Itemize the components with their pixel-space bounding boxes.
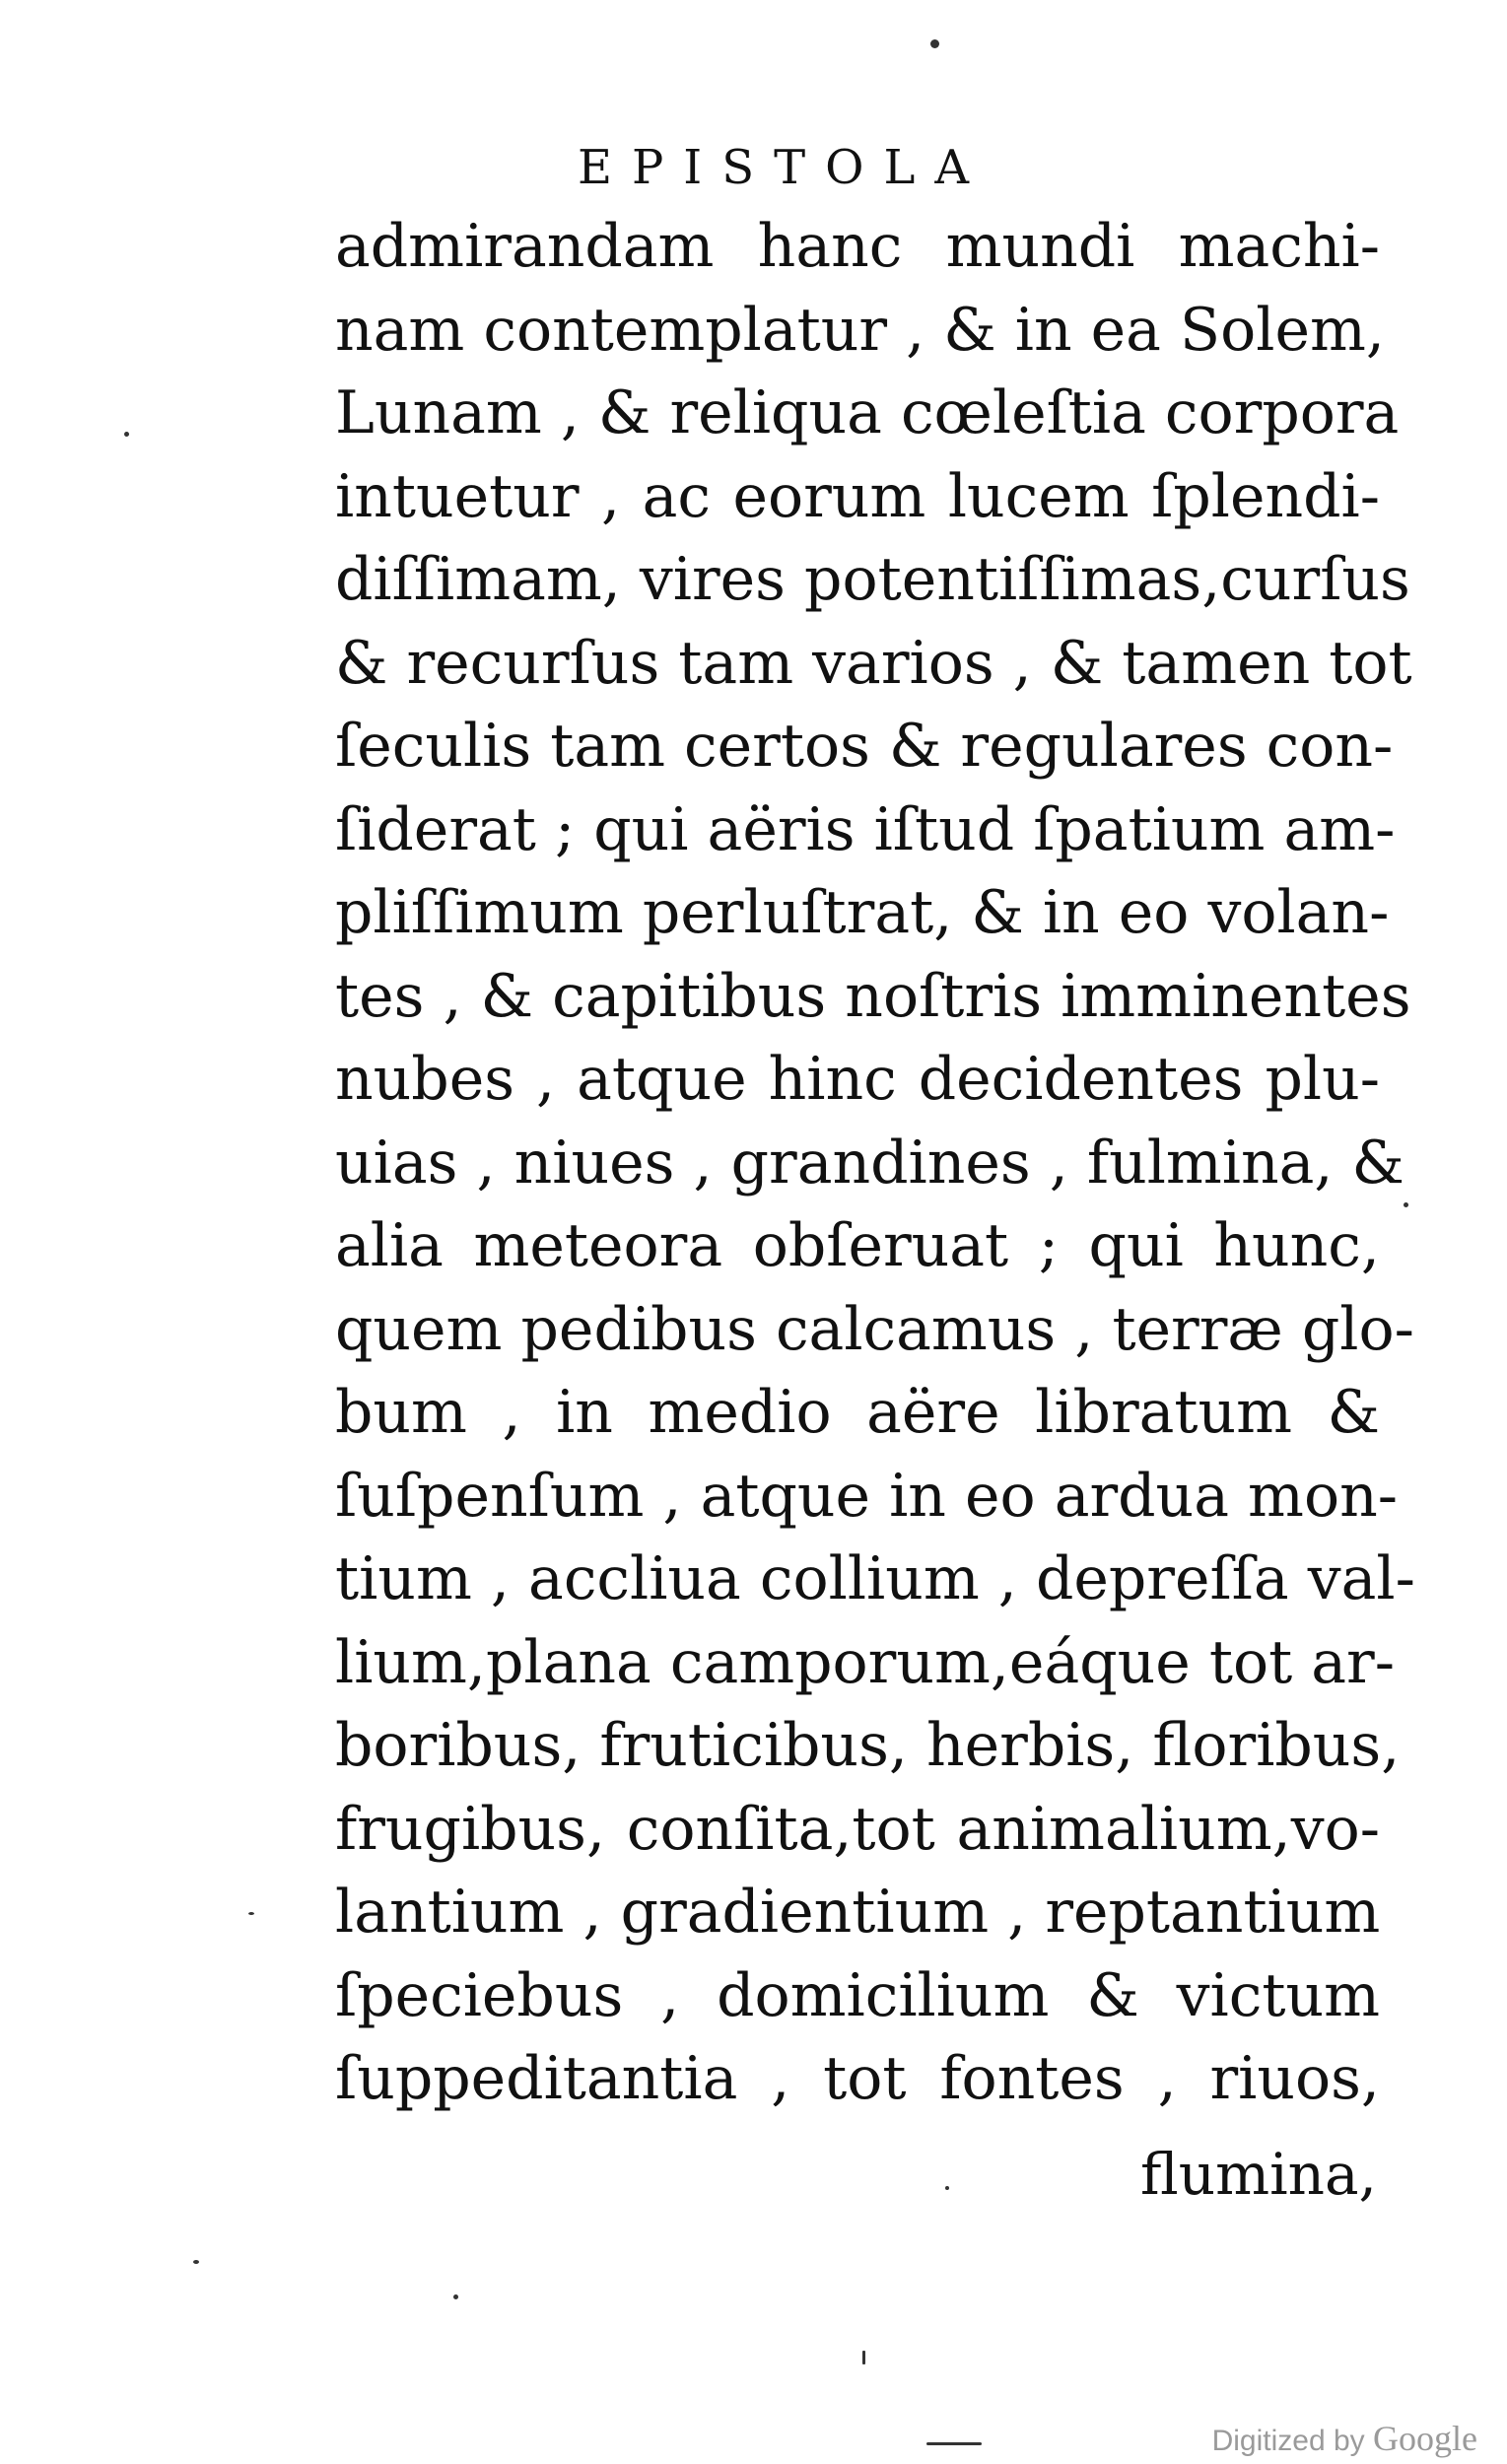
print-speck — [1404, 1202, 1408, 1207]
watermark-brand: Google — [1373, 2419, 1477, 2458]
catchword: flumina, — [1140, 2141, 1377, 2208]
text-line: lantium , gradientium , reptantium — [335, 1878, 1381, 1947]
text-line: tium , accliua collium , depreſſa val- — [335, 1544, 1415, 1613]
text-line: intuetur , ac eorum lucem ſplendi- — [335, 461, 1380, 531]
print-speck — [945, 2186, 949, 2190]
text-line: ſiderat ; qui aëris iſtud ſpatium am- — [335, 794, 1396, 864]
print-speck — [193, 2260, 199, 2264]
text-line: diſſimam, vires potentiſſimas,curſus — [335, 545, 1410, 614]
text-line: ſuppeditantia , tot fontes , riuos, — [335, 2044, 1380, 2113]
text-line: frugibus, conſita,tot animalium,vo- — [335, 1794, 1380, 1864]
text-line: tes , & capitibus noſtris imminentes — [335, 961, 1411, 1031]
text-line: uias , niues , grandines , fulmina, & — [335, 1128, 1404, 1198]
watermark-prefix: Digitized by — [1211, 2425, 1365, 2457]
print-speck — [930, 39, 939, 48]
text-line: bum , in medio aëre libratum & — [335, 1378, 1380, 1447]
running-head: EPISTOLA — [577, 140, 990, 195]
text-line: lium,plana camporum,eáque tot ar- — [335, 1627, 1395, 1697]
text-line: ſuſpenſum , atque in eo ardua mon- — [335, 1461, 1398, 1531]
print-speck — [453, 2294, 458, 2299]
print-speck — [926, 2442, 982, 2445]
text-block — [335, 205, 1415, 2121]
text-line: nam contemplatur , & in ea Solem, — [335, 295, 1385, 365]
text-line: & recurſus tam varios , & tamen tot — [335, 628, 1412, 698]
text-line: boribus, fruticibus, herbis, floribus, — [335, 1711, 1401, 1780]
text-line: admirandam hanc mundi machi- — [335, 212, 1380, 281]
print-speck — [862, 2351, 865, 2364]
text-line: quem pedibus calcamus , terræ glo- — [335, 1294, 1414, 1364]
text-line: ſpeciebus , domicilium & victum — [335, 1960, 1380, 2030]
text-line: Lunam , & reliqua cœleſtia corpora — [335, 378, 1400, 447]
print-speck — [248, 1912, 254, 1915]
text-line: nubes , atque hinc decidentes plu- — [335, 1045, 1380, 1114]
text-line: ſeculis tam certos & regulares con- — [335, 712, 1394, 781]
text-line: pliſſimum perluſtrat, & in eo volan- — [335, 878, 1390, 947]
print-speck — [124, 432, 129, 437]
digitized-watermark — [1212, 2418, 1477, 2459]
text-line: alia meteora obſeruat ; qui hunc, — [335, 1211, 1380, 1280]
